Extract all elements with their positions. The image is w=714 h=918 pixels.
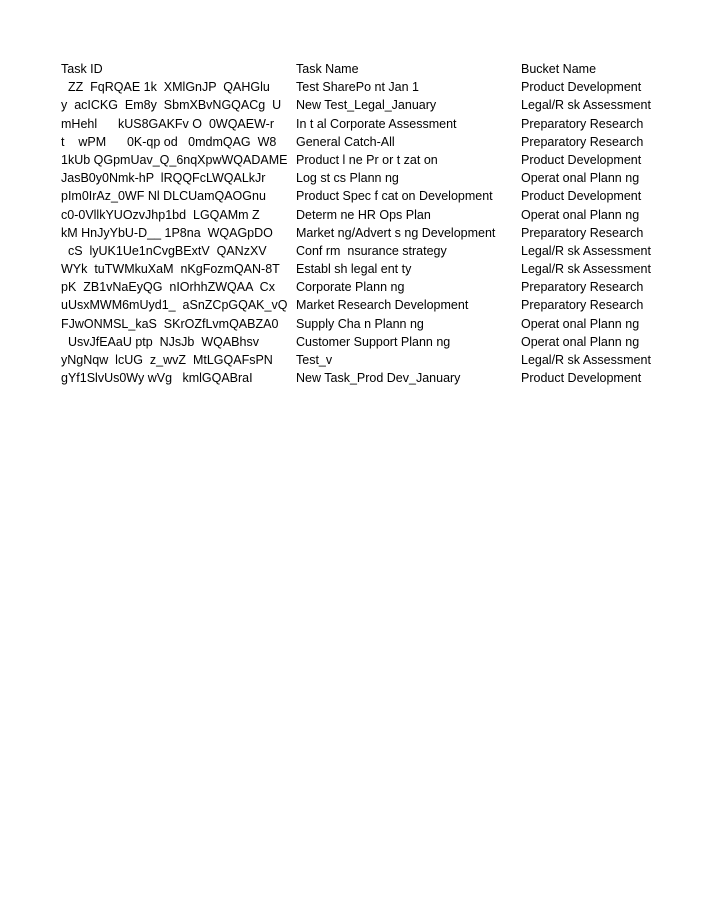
task-id-cell: uUsxMWM6mUyd1_ aSnZCpGQAK_vQ <box>61 298 288 313</box>
table-row <box>61 296 701 314</box>
task-table <box>61 60 701 387</box>
task-name-cell: Product l ne Pr or t zat on <box>296 152 438 167</box>
task-id-cell: cS lyUK1Ue1nCvgBExtV QANzXV <box>61 243 267 258</box>
table-row <box>61 206 701 224</box>
table-row <box>61 224 701 242</box>
task-name-cell: Supply Cha n Plann ng <box>296 316 424 331</box>
table-row <box>61 96 701 114</box>
task-name-cell: Customer Support Plann ng <box>296 334 451 349</box>
bucket-name-cell: Product Development <box>521 80 642 95</box>
task-id-cell: c0-0VllkYUOzvJhp1bd LGQAMm Z <box>61 207 260 222</box>
table-row <box>61 151 701 169</box>
task-id-cell: JasB0y0Nmk-hP lRQQFcLWQALkJr <box>61 171 266 186</box>
table-row <box>61 133 701 151</box>
bucket-name-cell: Product Development <box>521 152 642 167</box>
header-task-id: Task ID <box>61 62 103 76</box>
bucket-name-cell: Legal/R sk Assessment <box>521 98 651 113</box>
bucket-name-cell: Operat onal Plann ng <box>521 207 640 222</box>
table-row <box>61 187 701 205</box>
task-id-cell: ZZ FqRQAE 1k XMlGnJP QAHGlu <box>61 80 270 95</box>
bucket-name-cell: Preparatory Research <box>521 225 644 240</box>
task-name-cell: Test SharePo nt Jan 1 <box>296 80 419 95</box>
bucket-name-cell: Product Development <box>521 189 642 204</box>
task-name-cell: New Test_Legal_January <box>296 98 437 113</box>
task-name-cell: Log st cs Plann ng <box>296 171 399 186</box>
table-row <box>61 351 701 369</box>
task-name-cell: In t al Corporate Assessment <box>296 116 457 131</box>
task-id-cell: pIm0IrAz_0WF Nl DLCUamQAOGnu <box>61 189 266 204</box>
task-name-cell: Product Spec f cat on Development <box>296 189 493 204</box>
task-name-cell: New Task_Prod Dev_January <box>296 371 461 386</box>
header-task-name: Task Name <box>296 62 359 76</box>
task-name-cell: Market ng/Advert s ng Development <box>296 225 496 240</box>
table-row <box>61 242 701 260</box>
task-name-cell: Test_v <box>296 353 333 367</box>
table-row <box>61 369 701 387</box>
task-name-cell: Conf rm nsurance strategy <box>296 243 447 258</box>
bucket-name-cell: Legal/R sk Assessment <box>521 262 651 277</box>
task-id-cell: t wPM 0K-qp od 0mdmQAG W8 <box>61 134 277 149</box>
task-id-cell: y acICKG Em8y SbmXBvNGQACg U <box>61 98 282 113</box>
task-name-cell: Market Research Development <box>296 298 469 313</box>
bucket-name-cell: Preparatory Research <box>521 116 644 131</box>
bucket-name-cell: Operat onal Plann ng <box>521 334 640 349</box>
task-id-cell: UsvJfEAaU ptp NJsJb WQABhsv <box>61 334 259 349</box>
bucket-name-cell: Legal/R sk Assessment <box>521 353 651 367</box>
task-id-cell: 1kUb QGpmUav_Q_6nqXpwWQADAME <box>61 152 288 167</box>
bucket-name-cell: Product Development <box>521 371 642 386</box>
task-id-cell: kM HnJyYbU-D__ 1P8na WQAGpDO <box>61 225 273 240</box>
table-row <box>61 78 701 96</box>
task-id-cell: yNgNqw lcUG z_wvZ MtLGQAFsPN <box>61 353 273 367</box>
table-row <box>61 278 701 296</box>
task-name-cell: General Catch-All <box>296 134 395 149</box>
table-row <box>61 333 701 351</box>
task-id-cell: WYk tuTWMkuXaM nKgFozmQAN-8T <box>61 262 280 277</box>
table-row <box>61 169 701 187</box>
task-id-cell: gYf1SlvUs0Wy wVg kmlGQABraI <box>61 371 253 386</box>
task-id-cell: mHehl kUS8GAKFv O 0WQAEW-r <box>61 116 274 131</box>
table-row <box>61 315 701 333</box>
task-name-cell: Determ ne HR Ops Plan <box>296 207 431 222</box>
bucket-name-cell: Preparatory Research <box>521 134 644 149</box>
task-id-cell: FJwONMSL_kaS SKrOZfLvmQABZA0 <box>61 316 279 331</box>
bucket-name-cell: Legal/R sk Assessment <box>521 243 651 258</box>
task-name-cell: Establ sh legal ent ty <box>296 262 412 277</box>
table-header-row <box>61 60 701 78</box>
task-id-cell: pK ZB1vNaEyQG nIOrhhZWQAA Cx <box>61 280 275 295</box>
bucket-name-cell: Preparatory Research <box>521 280 644 295</box>
header-bucket-name: Bucket Name <box>521 62 597 76</box>
bucket-name-cell: Operat onal Plann ng <box>521 316 640 331</box>
table-row <box>61 260 701 278</box>
bucket-name-cell: Preparatory Research <box>521 298 644 313</box>
table-row <box>61 115 701 133</box>
bucket-name-cell: Operat onal Plann ng <box>521 171 640 186</box>
task-name-cell: Corporate Plann ng <box>296 280 405 295</box>
